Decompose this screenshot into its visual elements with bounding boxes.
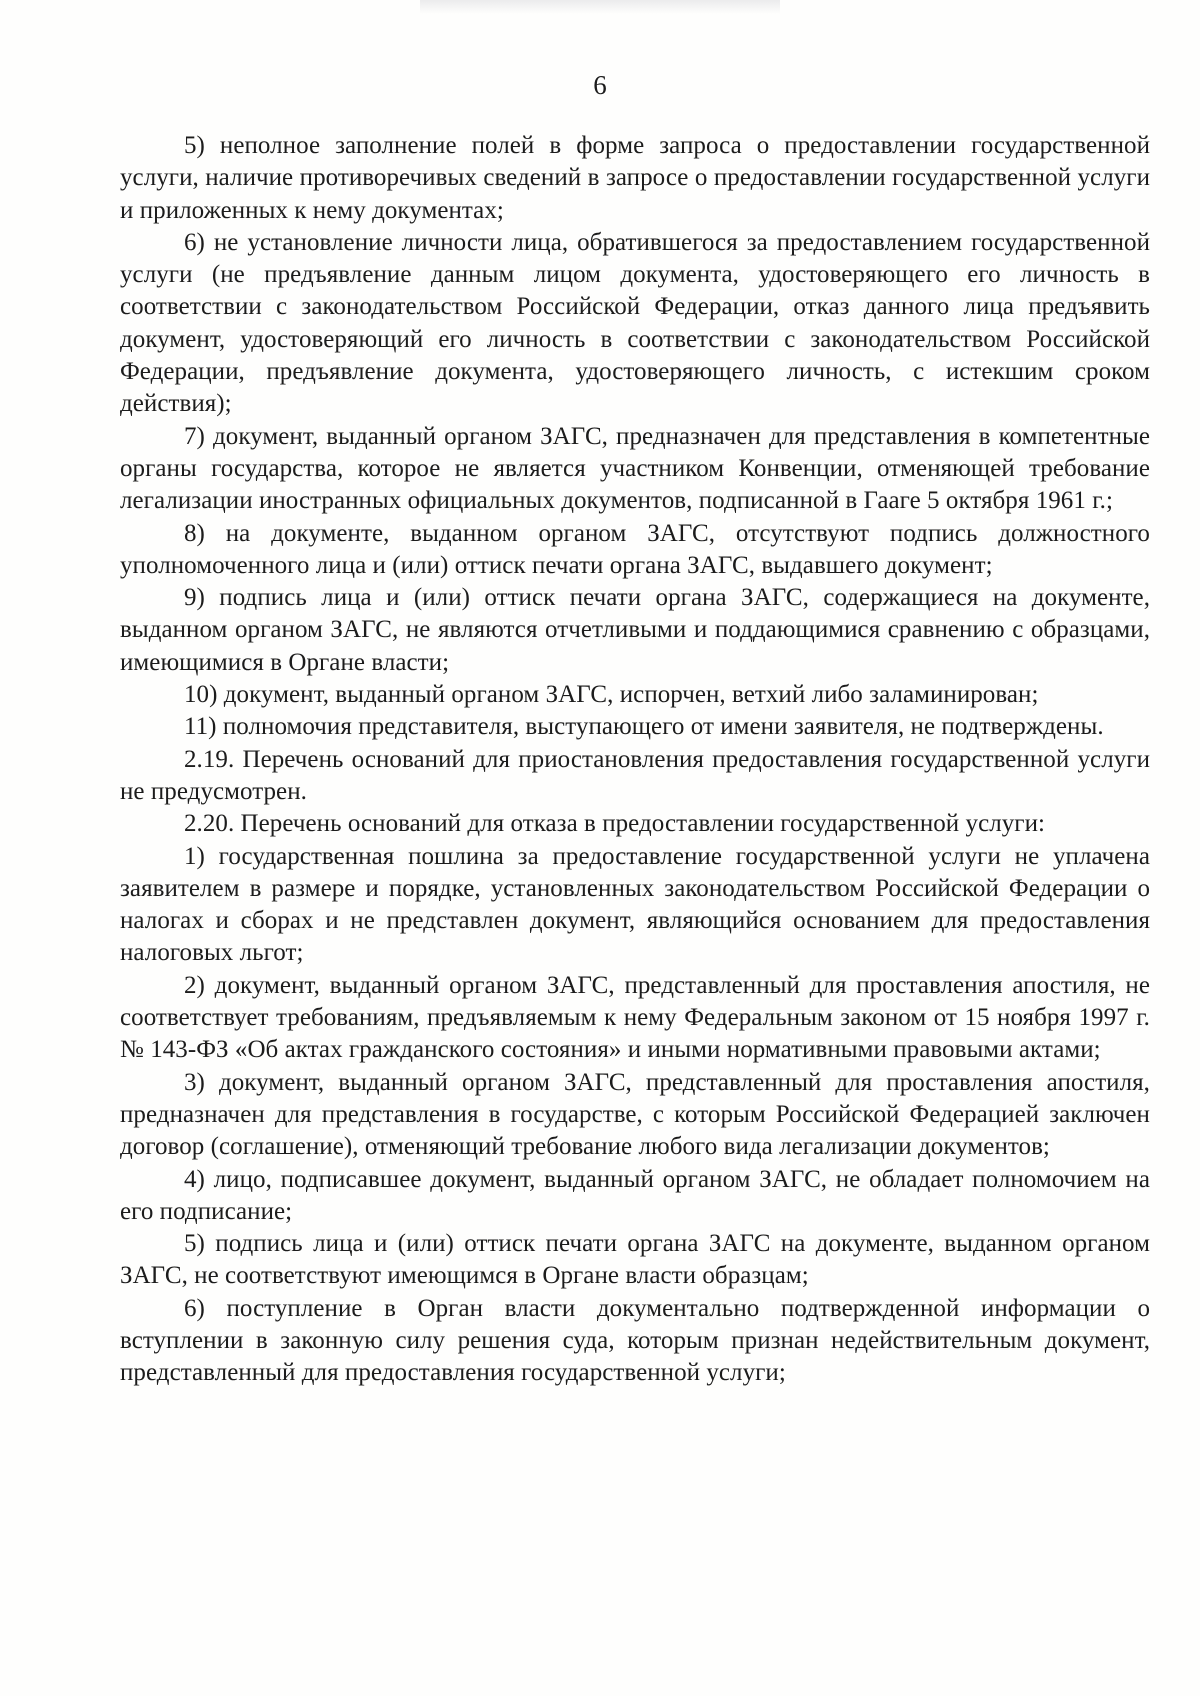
section-2-19: 2.19. Перечень оснований для приостановления предоставления государственной услуги не предусмотрен. bbox=[120, 745, 1150, 805]
refusal-item-1-fee-not-paid: 1) государственная пошлина за предоставление государственной услуги не уплачена заявителем в размере и порядке, установленных законодательством Российской Федерации о налогах и сборах и не представлен документ, являющийся основанием для предоставления налоговых льгот; bbox=[120, 842, 1150, 967]
document-body bbox=[120, 130, 1150, 1390]
refusal-item-6-court-invalidated: 6) поступление в Орган власти документально подтвержденной информации о вступлении в законную силу решения суда, которым признан недействительным документ, представленный для предоставления государственной услуги; bbox=[120, 1294, 1150, 1387]
list-item-10-damaged-document: 10) документ, выданный органом ЗАГС, испорчен, ветхий либо заламинирован; bbox=[184, 681, 1039, 709]
list-item-6-identity-not-established: 6) не установление личности лица, обратившегося за предоставлением государственной услуги (не предъявление данным лицом документа, удостоверяющего его личность в соответствии с законодательством Российской Федерации, отказ данного лица предъявить документ, удостоверяющий его личность в соответствии с законодательством Российской Федерации, предъявление документа, удостоверяющего личность, с истекшим сроком действия); bbox=[120, 228, 1150, 418]
refusal-item-5-signature-mismatch: 5) подпись лица и (или) оттиск печати органа ЗАГС на документе, выданном органом ЗАГС, не соответствуют имеющимся в Органе власти образцам; bbox=[120, 1230, 1150, 1290]
page-number: 6 bbox=[593, 70, 607, 100]
refusal-item-3-legalization-waived: 3) документ, выданный органом ЗАГС, представленный для проставления апостиля, предназначен для представления в государстве, с которым Российской Федерацией заключен договор (соглашение), отменяющий требование любого вида легализации документов; bbox=[120, 1068, 1150, 1161]
list-item-9-unclear-signature: 9) подпись лица и (или) оттиск печати органа ЗАГС, содержащиеся на документе, выданном органом ЗАГС, не являются отчетливыми и поддающимися сравнению с образцами, имеющимися в Органе власти; bbox=[120, 584, 1150, 676]
list-item-11-unconfirmed-authority: 11) полномочия представителя, выступающего от имени заявителя, не подтверждены. bbox=[184, 713, 1104, 741]
list-item-7-non-convention-state: 7) документ, выданный органом ЗАГС, предназначен для представления в компетентные органы государства, которое не является участником Конвенции, отменяющей требование легализации иностранных официальных документов, подписанной в Гааге 5 октября 1961 г.; bbox=[120, 422, 1150, 515]
refusal-item-4-no-signing-authority: 4) лицо, подписавшее документ, выданный органом ЗАГС, не обладает полномочием на его подписание; bbox=[120, 1165, 1150, 1225]
list-item-8-missing-signature: 8) на документе, выданном органом ЗАГС, отсутствуют подпись должностного уполномоченного лица и (или) оттиск печати органа ЗАГС, выдавшего документ; bbox=[120, 519, 1150, 579]
section-2-20-heading: 2.20. Перечень оснований для отказа в предоставлении государственной услуги: bbox=[184, 810, 1046, 838]
scan-artifact bbox=[420, 0, 780, 14]
list-item-5-incomplete-request: 5) неполное заполнение полей в форме запроса о предоставлении государственной услуги, наличие противоречивых сведений в запросе о предоставлении государственной услуги и приложенных к нему документах; bbox=[120, 132, 1150, 224]
refusal-item-2-noncompliant-document: 2) документ, выданный органом ЗАГС, представленный для проставления апостиля, не соответствует требованиям, предъявляемым к нему Федеральным законом от 15 ноября 1997 г. № 143-ФЗ «Об актах гражданского состояния» и иными нормативными правовыми актами; bbox=[120, 971, 1150, 1064]
